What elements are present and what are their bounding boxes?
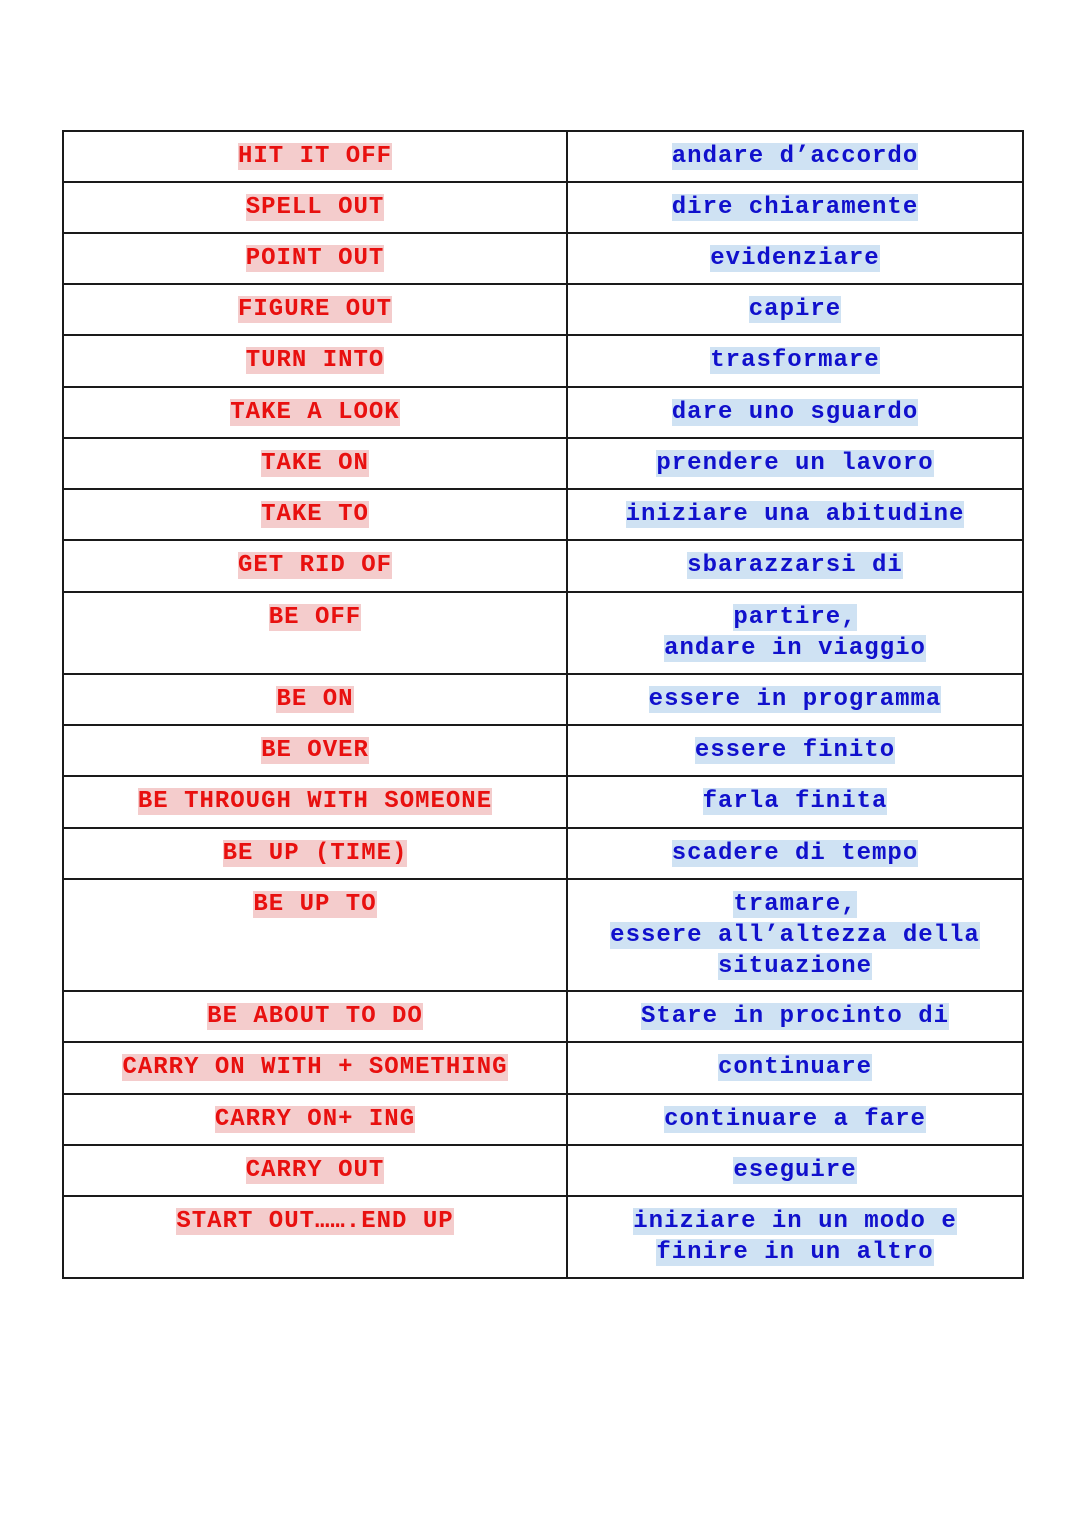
english-phrasal-verb: HIT IT OFF (237, 143, 393, 170)
phrasal-verbs-table (62, 130, 1024, 1279)
english-phrasal-verb: TURN INTO (245, 347, 385, 374)
italian-translation-cell (567, 1042, 1023, 1094)
italian-translation: scadere di tempo (671, 840, 919, 867)
italian-translation: evidenziare (710, 245, 880, 272)
english-phrasal-verb-cell (63, 438, 567, 489)
italian-translation: eseguire (733, 1157, 857, 1184)
italian-translation-cell (567, 776, 1023, 828)
english-phrasal-verb-cell (63, 387, 567, 438)
english-phrasal-verb: TAKE TO (261, 501, 369, 528)
italian-translation: iniziare una abitudine (625, 501, 965, 528)
italian-translation: iniziare in un modo e (633, 1208, 957, 1235)
table-body (63, 131, 1023, 1278)
italian-translation: continuare (717, 1054, 873, 1081)
italian-translation-cell (567, 991, 1023, 1042)
italian-translation: trasformare (710, 347, 880, 374)
english-phrasal-verb: TAKE ON (261, 450, 369, 477)
italian-translation-cell (567, 284, 1023, 335)
english-phrasal-verb: BE UP TO (253, 891, 377, 918)
english-phrasal-verb-cell (63, 674, 567, 725)
italian-translation: essere all’altezza della (610, 922, 980, 949)
italian-translation-cell (567, 1196, 1023, 1278)
italian-translation-cell (567, 828, 1023, 879)
english-phrasal-verb-cell (63, 592, 567, 674)
table-row (63, 284, 1023, 335)
english-phrasal-verb: BE OFF (268, 604, 362, 631)
table-row (63, 1145, 1023, 1196)
table-row (63, 335, 1023, 387)
italian-translation: partire, (733, 604, 857, 631)
italian-translation-cell (567, 438, 1023, 489)
table-row (63, 1094, 1023, 1145)
table-row (63, 1042, 1023, 1094)
english-phrasal-verb-cell (63, 776, 567, 828)
italian-translation-cell (567, 182, 1023, 233)
english-phrasal-verb: BE ABOUT TO DO (207, 1003, 423, 1030)
italian-translation-cell (567, 233, 1023, 284)
english-phrasal-verb-cell (63, 1145, 567, 1196)
table-row (63, 725, 1023, 776)
table-row (63, 438, 1023, 489)
italian-translation: andare in viaggio (664, 635, 926, 662)
italian-translation: finire in un altro (656, 1239, 934, 1266)
italian-translation: essere in programma (648, 686, 942, 713)
table-row (63, 233, 1023, 284)
english-phrasal-verb: FIGURE OUT (237, 296, 393, 323)
english-phrasal-verb: CARRY ON+ ING (214, 1106, 416, 1133)
italian-translation-cell (567, 540, 1023, 592)
italian-translation-cell (567, 674, 1023, 725)
english-phrasal-verb: CARRY OUT (245, 1157, 385, 1184)
italian-translation-cell (567, 1145, 1023, 1196)
table-row (63, 674, 1023, 725)
table-row (63, 489, 1023, 540)
english-phrasal-verb-cell (63, 1196, 567, 1278)
english-phrasal-verb-cell (63, 489, 567, 540)
italian-translation: farla finita (702, 788, 888, 815)
italian-translation: capire (748, 296, 842, 323)
italian-translation-cell (567, 387, 1023, 438)
english-phrasal-verb-cell (63, 284, 567, 335)
italian-translation-cell (567, 131, 1023, 182)
table-row (63, 592, 1023, 674)
italian-translation: tramare, (733, 891, 857, 918)
table-row (63, 776, 1023, 828)
italian-translation: continuare a fare (664, 1106, 926, 1133)
english-phrasal-verb-cell (63, 540, 567, 592)
english-phrasal-verb-cell (63, 1042, 567, 1094)
english-phrasal-verb: BE ON (276, 686, 354, 713)
english-phrasal-verb-cell (63, 335, 567, 387)
english-phrasal-verb-cell (63, 828, 567, 879)
english-phrasal-verb: POINT OUT (245, 245, 385, 272)
italian-translation: andare d’accordo (671, 143, 919, 170)
italian-translation: dire chiaramente (671, 194, 919, 221)
english-phrasal-verb: BE OVER (261, 737, 369, 764)
italian-translation-cell (567, 489, 1023, 540)
english-phrasal-verb: GET RID OF (237, 552, 393, 579)
table-row (63, 828, 1023, 879)
table-row (63, 1196, 1023, 1278)
italian-translation: sbarazzarsi di (687, 552, 903, 579)
english-phrasal-verb-cell (63, 991, 567, 1042)
english-phrasal-verb: BE UP (TIME) (222, 840, 408, 867)
table-row (63, 182, 1023, 233)
table-row (63, 991, 1023, 1042)
english-phrasal-verb-cell (63, 131, 567, 182)
english-phrasal-verb-cell (63, 233, 567, 284)
italian-translation: prendere un lavoro (656, 450, 934, 477)
english-phrasal-verb-cell (63, 879, 567, 991)
italian-translation: situazione (717, 953, 873, 980)
italian-translation-cell (567, 879, 1023, 991)
english-phrasal-verb: BE THROUGH WITH SOMEONE (137, 788, 493, 815)
english-phrasal-verb-cell (63, 1094, 567, 1145)
table-row (63, 879, 1023, 991)
english-phrasal-verb: START OUT…….END UP (176, 1208, 454, 1235)
english-phrasal-verb-cell (63, 725, 567, 776)
table-row (63, 540, 1023, 592)
english-phrasal-verb: TAKE A LOOK (230, 399, 400, 426)
italian-translation: dare uno sguardo (671, 399, 919, 426)
table-row (63, 387, 1023, 438)
italian-translation-cell (567, 592, 1023, 674)
italian-translation-cell (567, 1094, 1023, 1145)
english-phrasal-verb: CARRY ON WITH + SOMETHING (122, 1054, 508, 1081)
english-phrasal-verb: SPELL OUT (245, 194, 385, 221)
italian-translation: Stare in procinto di (640, 1003, 950, 1030)
italian-translation: essere finito (694, 737, 896, 764)
english-phrasal-verb-cell (63, 182, 567, 233)
table-row (63, 131, 1023, 182)
italian-translation-cell (567, 725, 1023, 776)
italian-translation-cell (567, 335, 1023, 387)
